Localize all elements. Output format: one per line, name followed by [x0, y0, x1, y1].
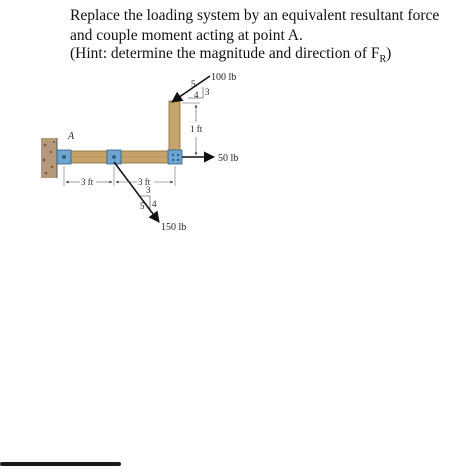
- corner-plate: [168, 150, 182, 164]
- dim-3ft-right-label: 3 ft: [138, 177, 151, 187]
- dim-3ft-left-label: 3 ft: [81, 177, 94, 187]
- scroll-indicator[interactable]: [0, 462, 121, 466]
- force-150-arrow: [114, 162, 159, 222]
- svg-text:4: 4: [152, 199, 157, 209]
- force-50-label: 50 lb: [218, 153, 239, 164]
- hint-subscript: R: [379, 54, 387, 66]
- wall-support: [41, 138, 57, 178]
- dimension-3ft-left: [64, 166, 114, 187]
- svg-text:4: 4: [194, 90, 199, 100]
- svg-text:5: 5: [191, 79, 196, 89]
- vertical-beam: [169, 101, 180, 157]
- force-100-label: 100 lb: [211, 72, 237, 83]
- question-text: Replace the loading system by an equivalent resultant force and couple moment acting at point A.: [70, 7, 440, 44]
- dimension-1ft: [182, 103, 203, 155]
- svg-text:3: 3: [146, 185, 151, 195]
- hint-end: ): [386, 45, 392, 62]
- svg-text:3: 3: [205, 87, 210, 97]
- svg-text:5: 5: [140, 201, 145, 211]
- dim-1ft-label: 1 ft: [190, 124, 203, 134]
- point-a-label: A: [68, 131, 75, 142]
- force-150-label: 150 lb: [161, 222, 187, 233]
- hint-text: (Hint: determine the magnitude and direction of F: [70, 45, 380, 62]
